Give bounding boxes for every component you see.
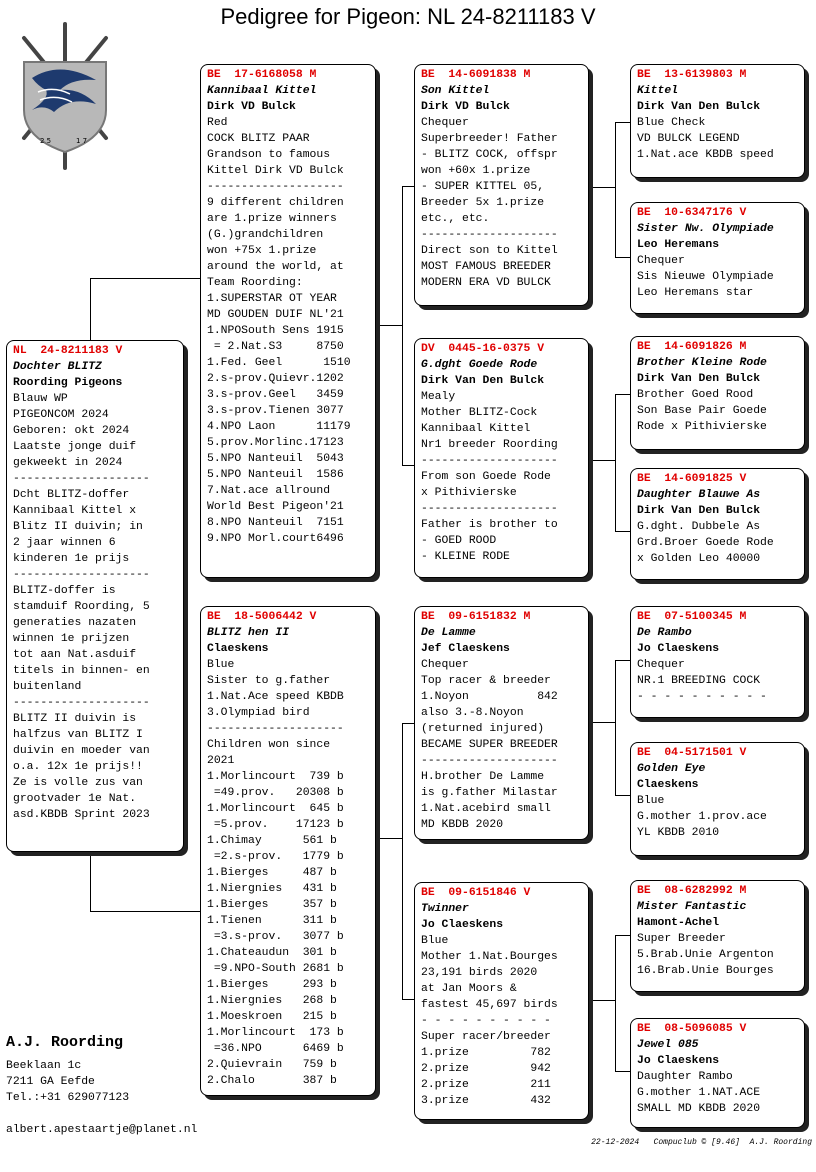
pedigree-line: 2.prize 211 <box>421 1079 551 1091</box>
pedigree-line: 1.Bierges 487 b <box>207 867 337 879</box>
logo-right-digits: 1 7 <box>76 137 88 145</box>
owner-name: Roording Pigeons <box>13 377 123 389</box>
pedigree-line: 4.NPO Laon 11179 <box>207 421 351 433</box>
pedigree-line: Kittel Dirk VD Bulck <box>207 165 344 177</box>
pedigree-line: Mother BLITZ-Cock <box>421 407 538 419</box>
pigeon-name: Daughter Blauwe As <box>637 489 761 501</box>
pedigree-line: 1.Moeskroen 215 b <box>207 1011 337 1023</box>
pedigree-line: Blue <box>637 795 665 807</box>
pedigree-line: YL KBDB 2010 <box>637 827 720 839</box>
pedigree-line: -------------------- <box>13 473 150 485</box>
pedigree-line: 1.Morlincourt 645 b <box>207 803 344 815</box>
pigeon-name: Son Kittel <box>421 85 490 97</box>
pedigree-line: (returned injured) <box>421 723 545 735</box>
pedigree-line: 1.Niergnies 268 b <box>207 995 337 1007</box>
pedigree-line: = 2.Nat.S3 8750 <box>207 341 344 353</box>
connector-line <box>90 278 91 340</box>
pedigree-line: H.brother De Lamme <box>421 771 545 783</box>
pedigree-line: SMALL MD KBDB 2020 <box>637 1103 761 1115</box>
owner-name: Jo Claeskens <box>637 643 720 655</box>
connector-line <box>615 660 616 796</box>
pedigree-line: also 3.-8.Noyon <box>421 707 524 719</box>
pedigree-line: duivin en moeder van <box>13 745 150 757</box>
pigeon-card-dam-sire[interactable] <box>414 606 589 840</box>
pedigree-line: Blitz II duivin; in <box>13 521 143 533</box>
pedigree-line: MD GOUDEN DUIF NL'21 <box>207 309 344 321</box>
pedigree-line: -------------------- <box>421 455 558 467</box>
pedigree-line: -------------------- <box>421 755 558 767</box>
pigeon-name: Jewel 085 <box>637 1039 699 1051</box>
pedigree-line: o.a. 12x 1e prijs!! <box>13 761 143 773</box>
pedigree-line: PIGEONCOM 2024 <box>13 409 109 421</box>
pedigree-line: Top racer & breeder <box>421 675 551 687</box>
pedigree-line: MODERN ERA VD BULCK <box>421 277 551 289</box>
pedigree-line: MD KBDB 2020 <box>421 819 504 831</box>
pedigree-line: 1.Morlincourt 173 b <box>207 1027 344 1039</box>
pedigree-line: 1.Chimay 561 b <box>207 835 337 847</box>
pedigree-line: - - - - - - - - - - <box>637 691 767 703</box>
pedigree-line: Kannibaal Kittel x <box>13 505 137 517</box>
connector-line <box>589 187 615 188</box>
pedigree-line: Breeder 5x 1.prize <box>421 197 545 209</box>
pedigree-line: Superbreeder! Father <box>421 133 558 145</box>
pedigree-line: kinderen 1e prijs <box>13 553 130 565</box>
pigeon-card-sdd[interactable] <box>630 468 805 580</box>
ring-number: BE 18-5006442 V <box>207 611 317 623</box>
pedigree-line: 2 jaar winnen 6 <box>13 537 116 549</box>
pedigree-line: Chequer <box>421 117 469 129</box>
owner-name: Dirk Van Den Bulck <box>637 101 761 113</box>
pedigree-line: 2.Chalo 387 b <box>207 1075 337 1087</box>
pigeon-card-ssd[interactable] <box>630 202 805 314</box>
page-title: Pedigree for Pigeon: NL 24-8211183 V <box>220 4 596 29</box>
breeder-email[interactable]: albert.apestaartje@planet.nl <box>6 1124 198 1136</box>
ring-number: BE 14-6091825 V <box>637 473 747 485</box>
footer <box>591 1138 812 1147</box>
ring-number: BE 08-6282992 M <box>637 885 747 897</box>
pigeon-card-ddd[interactable] <box>630 1018 805 1128</box>
pedigree-line: 1.Nat.ace KBDB speed <box>637 149 774 161</box>
owner-name: Dirk Van Den Bulck <box>637 373 761 385</box>
pedigree-line: -------------------- <box>421 229 558 241</box>
connector-line <box>402 723 403 1000</box>
pedigree-line: Leo Heremans star <box>637 287 754 299</box>
connector-line <box>615 122 616 258</box>
pigeon-name: De Lamme <box>421 627 476 639</box>
pedigree-line: 1.NPOSouth Sens 1915 <box>207 325 344 337</box>
pedigree-line: =49.prov. 20308 b <box>207 787 344 799</box>
pigeon-name: G.dght Goede Rode <box>421 359 538 371</box>
pedigree-line: BECAME SUPER BREEDER <box>421 739 558 751</box>
breeder-street: Beeklaan 1c <box>6 1060 82 1072</box>
connector-line <box>615 394 616 532</box>
ring-number: BE 09-6151846 V <box>421 887 531 899</box>
pedigree-line: 8.NPO Nanteuil 7151 <box>207 517 344 529</box>
owner-name: Hamont-Achel <box>637 917 720 929</box>
pedigree-line: 1.Bierges 293 b <box>207 979 337 991</box>
pedigree-line: 5.prov.Morlinc.17123 <box>207 437 344 449</box>
pigeon-name: Kittel <box>637 85 679 97</box>
pedigree-line: MOST FAMOUS BREEDER <box>421 261 551 273</box>
pedigree-line: 5.NPO Nanteuil 1586 <box>207 469 344 481</box>
pedigree-line: NR.1 BREEDING COCK <box>637 675 761 687</box>
pedigree-line: Brother Goed Rood <box>637 389 754 401</box>
pedigree-line: won +60x 1.prize <box>421 165 531 177</box>
pedigree-line: Sis Nieuwe Olympiade <box>637 271 774 283</box>
pedigree-line: etc., etc. <box>421 213 490 225</box>
ring-number: BE 04-5171501 V <box>637 747 747 759</box>
pedigree-line: 1.Bierges 357 b <box>207 899 337 911</box>
pigeon-name: De Rambo <box>637 627 692 639</box>
pigeon-card-dds[interactable] <box>630 880 805 992</box>
pedigree-line: =2.s-prov. 1779 b <box>207 851 344 863</box>
pedigree-line: - - - - - - - - - - <box>421 1015 551 1027</box>
owner-name: Dirk VD Bulck <box>421 101 510 113</box>
pedigree-line: Father is brother to <box>421 519 558 531</box>
pedigree-line: World Best Pigeon'21 <box>207 501 344 513</box>
pedigree-line: G.dght. Dubbele As <box>637 521 761 533</box>
ring-number: BE 17-6168058 M <box>207 69 317 81</box>
pigeon-card-sire-sire[interactable] <box>414 64 589 306</box>
pedigree-line: -------------------- <box>207 181 344 193</box>
pedigree-line: Kannibaal Kittel <box>421 423 531 435</box>
pedigree-line: Nr1 breeder Roording <box>421 439 558 451</box>
pigeon-name: Sister Nw. Olympiade <box>637 223 774 235</box>
pedigree-line: x Pithivierske <box>421 487 517 499</box>
pedigree-line: Super Breeder <box>637 933 726 945</box>
pedigree-line: BLITZ-doffer is <box>13 585 116 597</box>
pedigree-line: Son Base Pair Goede <box>637 405 767 417</box>
ring-number: BE 09-6151832 M <box>421 611 531 623</box>
pedigree-line: 5.Brab.Unie Argenton <box>637 949 774 961</box>
pigeon-card-sss[interactable] <box>630 64 805 178</box>
owner-name: Dirk Van Den Bulck <box>637 505 761 517</box>
pedigree-line: 1.SUPERSTAR OT YEAR <box>207 293 337 305</box>
pedigree-line: x Golden Leo 40000 <box>637 553 761 565</box>
pedigree-line: 1.Fed. Geel 1510 <box>207 357 351 369</box>
pedigree-line: 1.Chateaudun 301 b <box>207 947 337 959</box>
pigeon-card-dss[interactable] <box>630 606 805 718</box>
pedigree-line: 7.Nat.ace allround <box>207 485 331 497</box>
ring-number: BE 14-6091838 M <box>421 69 531 81</box>
pigeon-name: Brother Kleine Rode <box>637 357 767 369</box>
pedigree-line: fastest 45,697 birds <box>421 999 558 1011</box>
ring-number: BE 08-5096085 V <box>637 1023 747 1035</box>
owner-name: Dirk VD Bulck <box>207 101 296 113</box>
pedigree-line: -------------------- <box>13 569 150 581</box>
connector-line <box>589 722 615 723</box>
pedigree-line: (G.)grandchildren <box>207 229 324 241</box>
pigeon-card-dam[interactable] <box>200 606 376 1096</box>
pedigree-line: 16.Brab.Unie Bourges <box>637 965 774 977</box>
pedigree-line: -------------------- <box>207 723 344 735</box>
pedigree-line: 9.NPO Morl.court6496 <box>207 533 344 545</box>
pedigree-line: COCK BLITZ PAAR <box>207 133 310 145</box>
connector-line <box>376 838 402 839</box>
pedigree-line: asd.KBDB Sprint 2023 <box>13 809 150 821</box>
footer-software: Compuclub © [9.46] <box>653 1138 740 1147</box>
pigeon-name: BLITZ hen II <box>207 627 290 639</box>
connector-line <box>615 935 616 1072</box>
pedigree-line: generaties nazaten <box>13 617 137 629</box>
pigeon-card-dam-dam[interactable] <box>414 882 589 1120</box>
pedigree-line: 1.Nat.Ace speed KBDB <box>207 691 344 703</box>
pedigree-line: stamduif Roording, 5 <box>13 601 150 613</box>
connector-line <box>589 1000 615 1001</box>
ring-number: BE 07-5100345 M <box>637 611 747 623</box>
pedigree-line: Ze is volle zus van <box>13 777 143 789</box>
owner-name: Jo Claeskens <box>421 919 504 931</box>
owner-name: Jo Claeskens <box>637 1055 720 1067</box>
pedigree-line: 9 different children <box>207 197 344 209</box>
connector-line <box>589 460 615 461</box>
pedigree-line: 1.Morlincourt 739 b <box>207 771 344 783</box>
pedigree-line: Laatste jonge duif <box>13 441 137 453</box>
ring-number: NL 24-8211183 V <box>13 345 123 357</box>
pedigree-line: Blue Check <box>637 117 706 129</box>
pedigree-line: 3.s-prov.Geel 3459 <box>207 389 344 401</box>
pedigree-line: Chequer <box>637 255 685 267</box>
pedigree-line: From son Goede Rode <box>421 471 551 483</box>
pedigree-line: 1.Niergnies 431 b <box>207 883 337 895</box>
pedigree-line: Dcht BLITZ-doffer <box>13 489 130 501</box>
pigeon-name: Golden Eye <box>637 763 706 775</box>
pedigree-line: VD BULCK LEGEND <box>637 133 740 145</box>
pedigree-line: tot aan Nat.asduif <box>13 649 137 661</box>
connector-line <box>90 852 91 912</box>
pedigree-line: 1.Noyon 842 <box>421 691 558 703</box>
pigeon-name: Dochter BLITZ <box>13 361 102 373</box>
connector-line <box>90 911 203 912</box>
pedigree-line: gekweekt in 2024 <box>13 457 123 469</box>
pedigree-line: titels in binnen- en <box>13 665 150 677</box>
pedigree-line: G.mother 1.NAT.ACE <box>637 1087 761 1099</box>
ring-number: BE 13-6139803 M <box>637 69 747 81</box>
pedigree-line: 3.Olympiad bird <box>207 707 310 719</box>
pigeon-name: Mister Fantastic <box>637 901 747 913</box>
breeder-name: A.J. Roording <box>6 1034 124 1051</box>
pedigree-line: Direct son to Kittel <box>421 245 558 257</box>
pedigree-line: 1.prize 782 <box>421 1047 551 1059</box>
connector-line <box>402 186 403 466</box>
pedigree-line: 23,191 birds 2020 <box>421 967 538 979</box>
pedigree-line: 2.s-prov.Quievr.1202 <box>207 373 344 385</box>
pedigree-line: Red <box>207 117 228 129</box>
pigeon-card-sds[interactable] <box>630 336 805 450</box>
pedigree-line: Mother 1.Nat.Bourges <box>421 951 558 963</box>
pedigree-line: =36.NPO 6469 b <box>207 1043 344 1055</box>
pedigree-line: 2021 <box>207 755 235 767</box>
logo-left-digits: 2 5 <box>40 137 52 145</box>
pedigree-line: -------------------- <box>421 503 558 515</box>
connector-line <box>376 325 402 326</box>
pedigree-line: Sister to g.father <box>207 675 331 687</box>
pigeon-card-subject[interactable] <box>6 340 184 852</box>
pedigree-line: grootvader 1e Nat. <box>13 793 137 805</box>
pedigree-line: Grd.Broer Goede Rode <box>637 537 774 549</box>
pedigree-line: Chequer <box>637 659 685 671</box>
pigeon-name: Twinner <box>421 903 469 915</box>
pigeon-card-sire-dam[interactable] <box>414 338 589 578</box>
pedigree-line: 3.s-prov.Tienen 3077 <box>207 405 344 417</box>
pedigree-line: Daughter Rambo <box>637 1071 733 1083</box>
pedigree-line: halfzus van BLITZ I <box>13 729 143 741</box>
owner-name: Leo Heremans <box>637 239 720 251</box>
pedigree-line: =3.s-prov. 3077 b <box>207 931 344 943</box>
connector-line <box>90 278 203 279</box>
owner-name: Claeskens <box>207 643 269 655</box>
pedigree-line: around the world, at <box>207 261 344 273</box>
pedigree-line: buitenland <box>13 681 82 693</box>
pigeon-card-sire[interactable] <box>200 64 376 578</box>
pedigree-line: =9.NPO-South 2681 b <box>207 963 344 975</box>
pigeon-card-dsd[interactable] <box>630 742 805 856</box>
pedigree-line: 2.prize 942 <box>421 1063 551 1075</box>
pedigree-line: 1.Tienen 311 b <box>207 915 337 927</box>
pedigree-line: Blue <box>207 659 235 671</box>
pedigree-line: won +75x 1.prize <box>207 245 317 257</box>
pedigree-line: Mealy <box>421 391 456 403</box>
owner-name: Jef Claeskens <box>421 643 510 655</box>
pedigree-line: =5.prov. 17123 b <box>207 819 344 831</box>
ring-number: BE 10-6347176 V <box>637 207 747 219</box>
pedigree-line: Super racer/breeder <box>421 1031 551 1043</box>
pedigree-line: Chequer <box>421 659 469 671</box>
ring-number: BE 14-6091826 M <box>637 341 747 353</box>
pedigree-line: Rode x Pithivierske <box>637 421 767 433</box>
pedigree-line: is g.father Milastar <box>421 787 558 799</box>
pedigree-line: winnen 1e prijzen <box>13 633 130 645</box>
pedigree-line: 3.prize 432 <box>421 1095 551 1107</box>
pedigree-line: - BLITZ COCK, offspr <box>421 149 558 161</box>
pedigree-line: Grandson to famous <box>207 149 331 161</box>
pedigree-line: - SUPER KITTEL 05, <box>421 181 545 193</box>
shield-eagle-icon <box>10 20 120 170</box>
pedigree-line: 2.Quievrain 759 b <box>207 1059 337 1071</box>
pedigree-line: 5.NPO Nanteuil 5043 <box>207 453 344 465</box>
pedigree-line: - GOED ROOD <box>421 535 497 547</box>
ring-number: DV 0445-16-0375 V <box>421 343 545 355</box>
pedigree-line: 1.Nat.acebird small <box>421 803 551 815</box>
pedigree-line: -------------------- <box>13 697 150 709</box>
owner-name: Dirk Van Den Bulck <box>421 375 545 387</box>
pedigree-line: G.mother 1.prov.ace <box>637 811 767 823</box>
pedigree-line: are 1.prize winners <box>207 213 337 225</box>
breeder-phone: Tel.:+31 629077123 <box>6 1092 130 1104</box>
pedigree-line: - KLEINE RODE <box>421 551 510 563</box>
breeder-city: 7211 GA Eefde <box>6 1076 95 1088</box>
footer-author: A.J. Roording <box>749 1138 812 1147</box>
pedigree-line: Geboren: okt 2024 <box>13 425 130 437</box>
pedigree-line: Team Roording: <box>207 277 303 289</box>
owner-name: Claeskens <box>637 779 699 791</box>
pedigree-line: Blue <box>421 935 449 947</box>
pedigree-line: Blauw WP <box>13 393 68 405</box>
pedigree-line: at Jan Moors & <box>421 983 517 995</box>
pigeon-name: Kannibaal Kittel <box>207 85 317 97</box>
footer-date: 22-12-2024 <box>591 1138 640 1147</box>
pedigree-line: Children won since <box>207 739 331 751</box>
pedigree-line: BLITZ II duivin is <box>13 713 137 725</box>
